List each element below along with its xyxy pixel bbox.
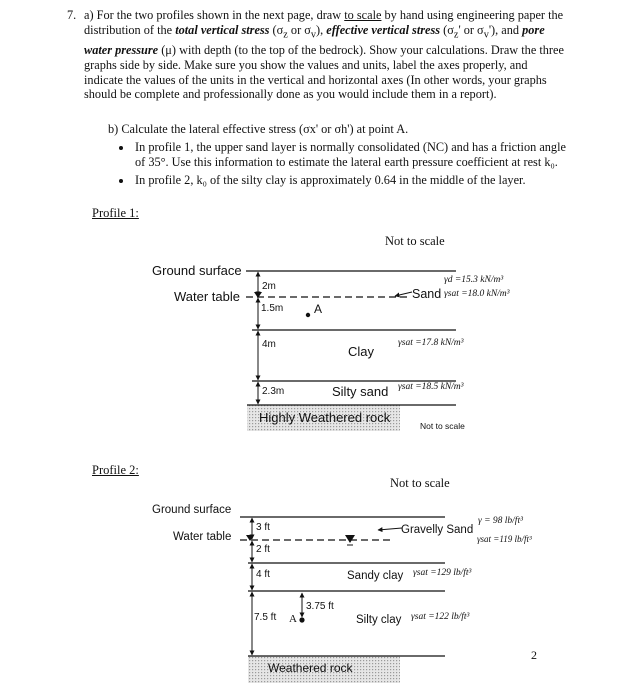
p1-rock-label: Highly Weathered rock (259, 410, 391, 425)
p2-gravelly-gamma-sat: γsat =119 lb/ft³ (477, 534, 532, 544)
p2-gravelly-gamma: γ = 98 lb/ft³ (478, 516, 523, 526)
sym2-sub: z (453, 29, 459, 41)
p2-dim-3ft-label: 3 ft (256, 522, 270, 533)
part-b-intro: b) Calculate the lateral effective stress (σx' or σh') at point A. (108, 122, 409, 136)
p2-dim-2ft-label: 2 ft (256, 544, 270, 555)
sym1e: ), (316, 22, 327, 37)
question-number: 7. (67, 8, 77, 22)
sym1c: or σ (287, 22, 311, 37)
p1-clay-gamma-sat: γsat =17.8 kN/m³ (398, 338, 464, 348)
p2-point-a-label: A (289, 613, 297, 625)
profile-1-label: Profile 1: (92, 206, 139, 220)
effective-stress-term: effective vertical stress (326, 22, 441, 37)
sym2: (σ (440, 22, 454, 37)
sym1-sub2: v (310, 29, 317, 41)
p1-point-a-marker (306, 313, 310, 317)
p2-water-table-label: Water table (173, 531, 232, 543)
part-a-text: by hand using engineering paper the distribution of the (84, 8, 564, 37)
profile-2-label: Profile 2: (92, 463, 139, 477)
p2-ground-surface-label: Ground surface (152, 504, 232, 516)
p1-dim-2-3m-label: 2.3m (262, 386, 285, 397)
p2-sandy-clay-label: Sandy clay (347, 570, 404, 582)
p2-silty-clay-gamma-sat: γsat =122 lb/ft³ (411, 612, 470, 622)
sym2c: ' or σ (458, 22, 484, 37)
p1-sand-gamma-sat: γsat =18.0 kN/m³ (444, 289, 510, 299)
p1-dim-1-5m-label: 1.5m (261, 303, 284, 314)
p1-not-to-scale-small: Not to scale (420, 421, 465, 431)
to-scale-emphasis: to scale (344, 8, 382, 22)
sym2e: '), and (488, 22, 523, 37)
pore-pressure-term: pore water pressure (84, 22, 545, 58)
p1-dim-4m-label: 4m (262, 339, 276, 350)
p1-clay-label: Clay (348, 344, 375, 359)
p2-dim-4ft-label: 4 ft (256, 569, 270, 580)
p2-silty-clay-label: Silty clay (356, 614, 402, 626)
p2-dim-3-75ft-label: 3.75 ft (306, 601, 334, 612)
bullet-profile-1: • In profile 1, the upper sand layer is normally consolidated (NC) and has a friction angle of 35°. Use this information to estimate the lateral earth pressure coefficient at rest k₀. (133, 140, 578, 170)
p1-silty-sand-label: Silty sand (332, 384, 389, 399)
sym1-sub: z (283, 29, 288, 41)
part-a-prefix: a) For the two profiles shown in the next page, draw (84, 8, 345, 22)
p1-ground-surface-label: Ground surface (152, 263, 242, 278)
p2-rock-label: Weathered rock (268, 661, 353, 675)
sym2-sub2: v (483, 29, 489, 41)
p1-water-table-label: Water table (174, 289, 240, 304)
total-stress-term: total vertical stress (175, 22, 270, 37)
p1-silty-sand-gamma-sat: γsat =18.5 kN/m³ (398, 382, 464, 392)
p2-dim-7-5ft-label: 7.5 ft (254, 612, 277, 623)
bullet-profile-2: • In profile 2, k₀ of the silty clay is approximately 0.64 in the middle of the layer. (133, 173, 578, 188)
p2-sandy-clay-gamma-sat: γsat =129 lb/ft³ (413, 568, 472, 578)
p1-sand-arrow (395, 292, 412, 296)
page-number: 2 (531, 648, 537, 662)
profile-2-not-to-scale: Not to scale (390, 476, 450, 490)
p1-sand-gamma-d: γd =15.3 kN/m³ (444, 275, 504, 285)
p2-water-table-symbol (345, 535, 355, 543)
profile-1-not-to-scale: Not to scale (385, 234, 445, 248)
sym1: (σ (269, 22, 284, 37)
p2-gravel-arrow (378, 528, 402, 530)
p1-point-a-label: A (314, 302, 323, 316)
p1-sand-label: Sand (412, 287, 442, 301)
p1-dim-2m-label: 2m (262, 281, 276, 292)
part-a-rest: (μ) with depth (to the top of the bedrock). Show your calculations. Draw the three graphs side by side. Make sure you show the values and units, label the axes properly, and indicate the values of the units in the vertical and horizontal axes (In other words, your graphs should be complete and professionally done as you would include them in a report). (84, 43, 564, 102)
p2-gravelly-sand-label: Gravelly Sand (401, 524, 474, 536)
p2-point-a-marker (299, 617, 304, 622)
